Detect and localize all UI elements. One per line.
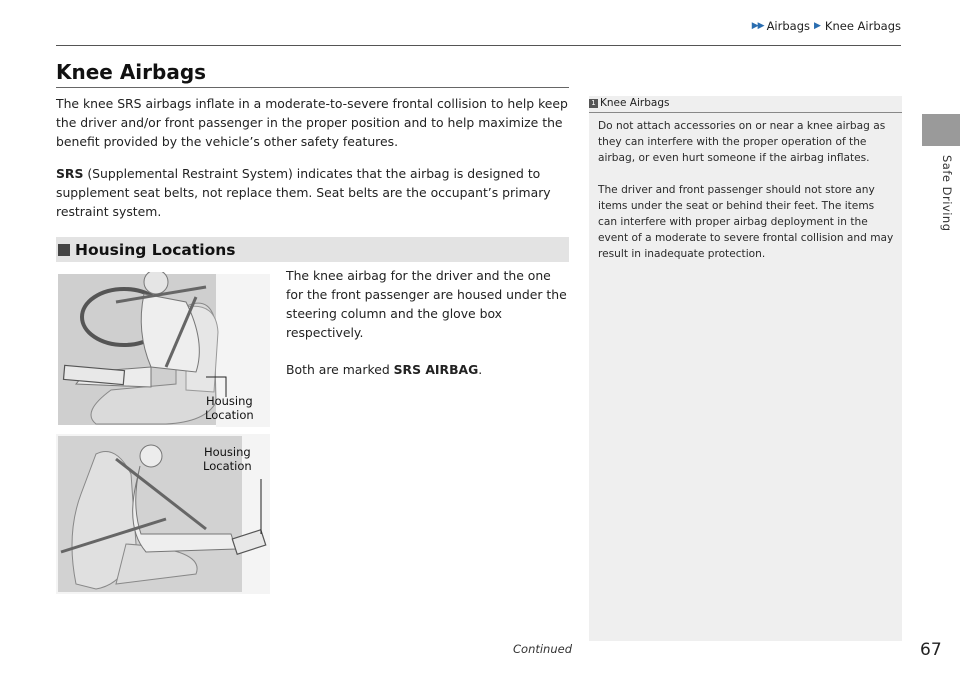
note-paragraph-1: Do not attach accessories on or near a knee airbag as they can interfere with the proper operation of the airbag, or even hurt someone if the airbag inflates. [598, 120, 886, 164]
note-heading [589, 97, 669, 109]
side-tab-label: Safe Driving [940, 155, 954, 232]
callout-line-2: Location [205, 408, 254, 422]
marking-prefix: Both are marked [286, 362, 394, 377]
section-header [56, 237, 569, 262]
intro-paragraph: The knee SRS airbags inflate in a moderate-to-severe frontal collision to help keep the driver and/or front passenger in the proper position and to help maximize the benefit provided by the vehicle’s other safety features. [56, 96, 568, 149]
breadcrumb [752, 19, 901, 33]
srs-term: SRS [56, 166, 84, 181]
marking-suffix: . [478, 362, 483, 377]
continued-label: Continued [513, 642, 573, 656]
marking-term: SRS AIRBAG [393, 362, 479, 377]
passenger-housing-callout [203, 445, 252, 473]
breadcrumb-arrow-icon: ▶ [814, 21, 821, 31]
title-divider [56, 87, 569, 88]
page-title: Knee Airbags [56, 60, 207, 84]
callout-line-2: Location [203, 459, 252, 473]
breadcrumb-item-knee-airbags[interactable]: Knee Airbags [824, 19, 901, 33]
side-tab-marker[interactable] [922, 114, 960, 146]
breadcrumb-item-airbags[interactable]: Airbags [766, 19, 810, 33]
passenger-knee-airbag-illustration [56, 434, 270, 594]
breadcrumb-arrow-icon: ▶▶ [751, 21, 764, 31]
srs-paragraph [56, 164, 568, 221]
note-paragraph-2: The driver and front passenger should not store any items under the seat or behind their feet. The items can interfere with proper airbag deployment in the event of a moderate to severe frontal collision and may result in inadequate protection. [598, 184, 894, 260]
square-bullet-icon [58, 244, 70, 256]
note-reference-icon: 1 [589, 99, 598, 108]
note-heading-label[interactable]: Knee Airbags [600, 97, 670, 109]
callout-line-1: Housing [203, 445, 251, 459]
callout-line-1: Housing [205, 394, 253, 408]
header-divider [56, 45, 901, 46]
section-title: Housing Locations [75, 240, 236, 259]
note-divider [589, 112, 902, 113]
page-number: 67 [920, 640, 942, 660]
housing-paragraph: The knee airbag for the driver and the one for the front passenger are housed under the steering column and the glove box respectively. [286, 268, 567, 340]
marking-paragraph [286, 360, 482, 379]
driver-housing-callout [205, 394, 254, 422]
srs-description: (Supplemental Restraint System) indicates that the airbag is designed to supplement seat belts, not replace them. Seat belts are the occupant’s primary restraint system. [56, 166, 551, 219]
note-panel [589, 96, 902, 641]
driver-knee-airbag-illustration [56, 272, 270, 427]
